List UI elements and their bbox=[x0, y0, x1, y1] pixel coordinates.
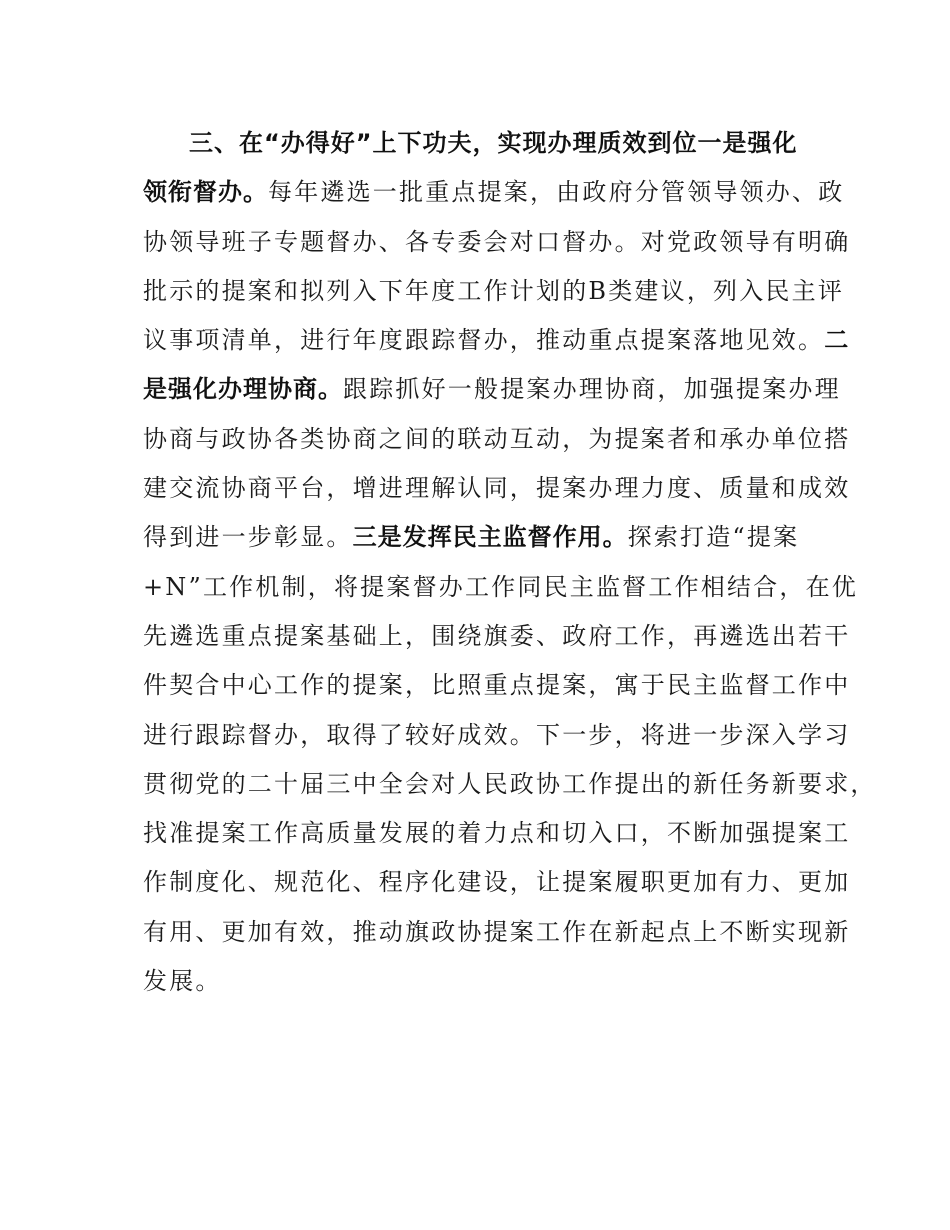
text-line bbox=[143, 464, 851, 513]
text-segment: 进行跟踪督办，取得了较好成效。下一步，将进一步深入学习 bbox=[143, 720, 851, 749]
bold-text-segment: 三是发挥民主监督作用。 bbox=[352, 523, 628, 552]
text-segment: 批示的提案和拟列入下年度工作计划的B类建议，列入民主评 bbox=[143, 276, 845, 305]
text-line bbox=[143, 711, 851, 760]
text-segment: 每年遴选一批重点提案，由政府分管领导领办、政 bbox=[268, 178, 845, 207]
text-segment: 有用、更加有效，推动旗政协提案工作在新起点上不断实现新 bbox=[143, 917, 851, 946]
text-line bbox=[143, 563, 858, 612]
text-line bbox=[143, 267, 845, 316]
text-segment: 协商与政协各类协商之间的联动互动，为提案者和承办单位搭 bbox=[143, 424, 851, 453]
bold-text-segment: 二 bbox=[824, 326, 850, 355]
text-segment: 建交流协商平台，增进理解认同，提案办理力度、质量和成效 bbox=[143, 474, 851, 503]
text-segment: +N”工作机制，将提案督办工作同民主监督工作相结合，在优 bbox=[143, 572, 858, 601]
text-line bbox=[143, 612, 851, 661]
text-line bbox=[143, 858, 851, 907]
bold-text-segment: 是强化办理协商。 bbox=[143, 375, 343, 404]
text-line bbox=[143, 513, 833, 562]
text-line bbox=[143, 760, 877, 809]
text-segment: 作制度化、规范化、程序化建设，让提案履职更加有力、更加 bbox=[143, 868, 851, 897]
text-line bbox=[143, 168, 845, 217]
body-paragraph bbox=[143, 119, 877, 1006]
text-line bbox=[143, 365, 841, 414]
text-segment: 先遴选重点提案基础上，围绕旗委、政府工作，再遴选出若干 bbox=[143, 621, 851, 650]
text-segment: 找准提案工作高质量发展的着力点和切入口，不断加强提案工 bbox=[143, 819, 851, 848]
text-line bbox=[143, 908, 851, 957]
text-segment: 探索打造“提案 bbox=[627, 523, 800, 552]
text-segment: 贯彻党的二十届三中全会对人民政协工作提出的新任务新要求， bbox=[143, 769, 877, 798]
text-line bbox=[143, 809, 851, 858]
text-segment: 协领导班子专题督办、各专委会对口督办。对党政领导有明确 bbox=[143, 227, 851, 256]
text-line bbox=[143, 316, 850, 365]
text-segment: 发展。 bbox=[143, 967, 222, 996]
text-line bbox=[143, 218, 851, 267]
text-line bbox=[143, 415, 851, 464]
text-line bbox=[143, 119, 833, 168]
bold-text-segment: 三、在“办得好”上下功夫，实现办理质效到位一是强化 bbox=[189, 129, 798, 157]
text-segment: 议事项清单，进行年度跟踪督办，推动重点提案落地见效。 bbox=[143, 326, 825, 355]
text-line bbox=[143, 957, 833, 1006]
text-segment: 跟踪抓好一般提案办理协商，加强提案办理 bbox=[343, 375, 841, 404]
text-segment: 件契合中心工作的提案，比照重点提案，寓于民主监督工作中 bbox=[143, 671, 851, 700]
bold-text-segment: 领衔督办。 bbox=[143, 178, 268, 207]
text-line bbox=[143, 661, 851, 710]
text-segment: 得到进一步彰显。 bbox=[143, 523, 353, 552]
